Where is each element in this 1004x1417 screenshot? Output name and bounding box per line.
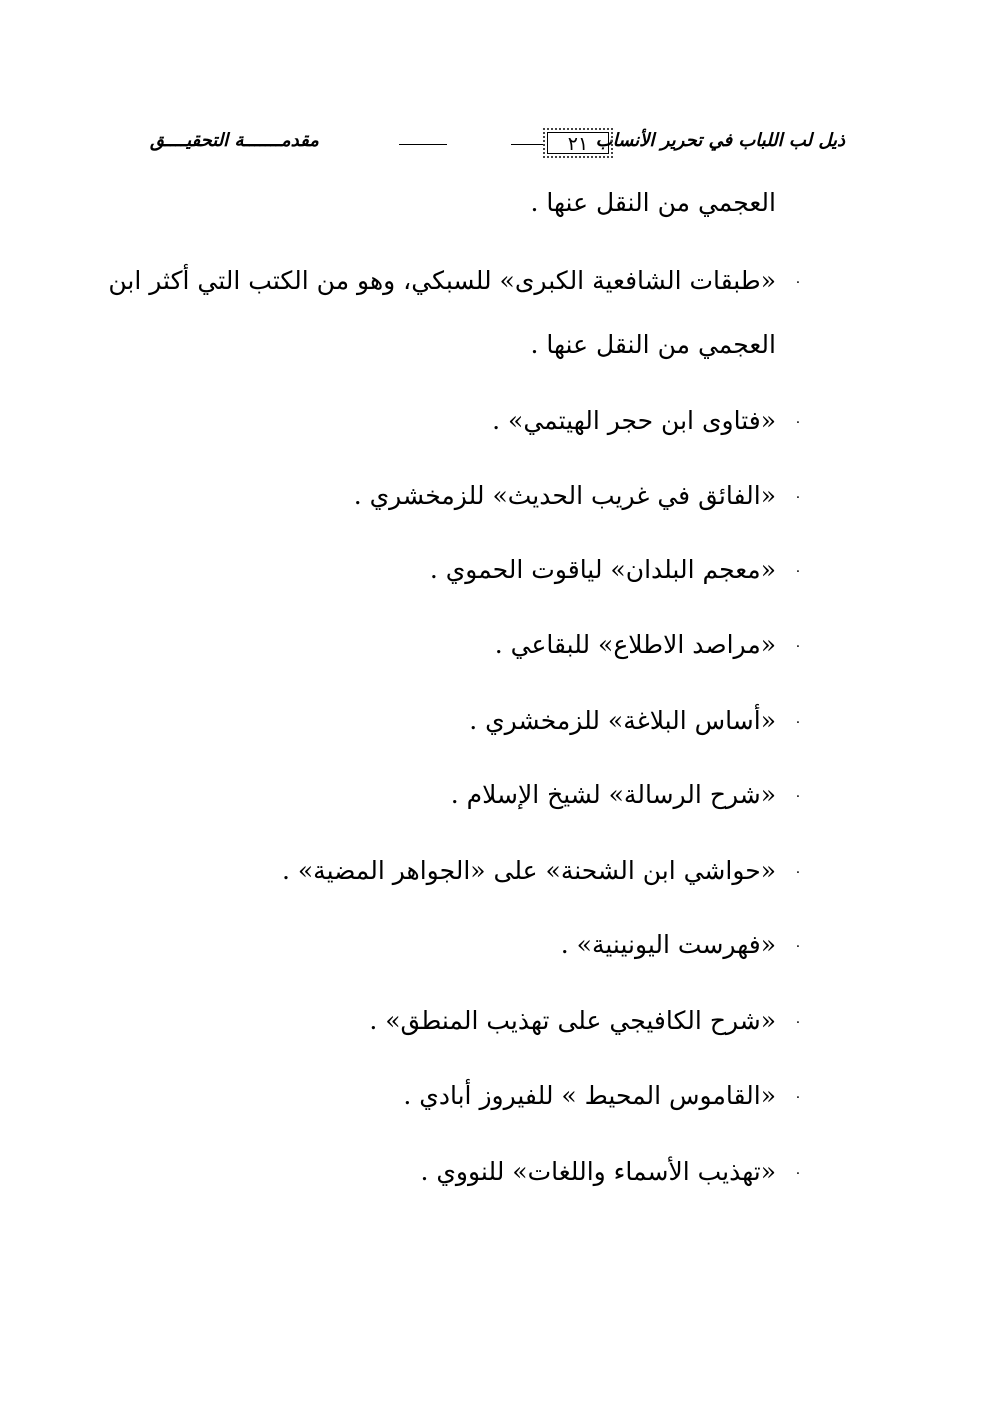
- list-item: [495, 630, 820, 659]
- header-book-title: ذيل لب اللباب في تحرير الأنساب: [595, 130, 845, 151]
- list-item-text: «فتاوى ابن حجر الهيتمي» .: [492, 406, 776, 435]
- list-item-text: «شرح الكافيجي على تهذيب المنطق» .: [369, 1006, 776, 1035]
- bullet: ·: [795, 714, 801, 731]
- list-item-text: «حواشي ابن الشحنة» على «الجواهر المضية» .: [281, 856, 776, 885]
- bullet: ·: [795, 1089, 801, 1106]
- list-item-continuation: العجمي من النقل عنها .: [530, 330, 776, 359]
- bullet: ·: [795, 274, 801, 291]
- list-item: [403, 1081, 820, 1110]
- bullet: ·: [795, 489, 801, 506]
- list-item-text: «القاموس المحيط » للفيروز أبادي .: [403, 1081, 776, 1110]
- list-item: [108, 266, 820, 295]
- list-item-text: «شرح الرسالة» لشيخ الإسلام .: [450, 780, 776, 809]
- header-section-title: مقدمـــــــة التحقيــــق: [150, 130, 319, 151]
- list-item: [492, 406, 820, 435]
- continuation-line: العجمي من النقل عنها .: [530, 188, 776, 217]
- list-item: [282, 856, 820, 885]
- list-item: [430, 555, 820, 584]
- page-number: ٢١: [543, 128, 613, 158]
- list-item: [420, 1157, 820, 1186]
- bullet: ·: [795, 563, 801, 580]
- bullet: ·: [795, 414, 801, 431]
- list-item: [451, 780, 820, 809]
- bullet: ·: [795, 638, 801, 655]
- list-item: [469, 706, 820, 735]
- bullet: ·: [795, 864, 801, 881]
- list-item-text: «مراصد الاطلاع» للبقاعي .: [494, 630, 776, 659]
- bullet: ·: [795, 938, 801, 955]
- list-item-text: «أساس البلاغة» للزمخشري .: [469, 706, 776, 735]
- list-item-text: «معجم البلدان» لياقوت الحموي .: [429, 555, 776, 584]
- list-item: [354, 481, 820, 510]
- list-item-text: «الفائق في غريب الحديث» للزمخشري .: [353, 481, 776, 510]
- list-item-text: «طبقات الشافعية الكبرى» للسبكي، وهو من الكتب التي أكثر ابن: [108, 266, 776, 295]
- bullet: ·: [795, 788, 801, 805]
- list-item-text: «فهرست اليونينية» .: [560, 930, 776, 959]
- list-item: [369, 1006, 820, 1035]
- list-item: [561, 930, 820, 959]
- bullet: ·: [795, 1165, 801, 1182]
- list-item-text: «تهذيب الأسماء واللغات» للنووي .: [420, 1157, 776, 1186]
- bullet: ·: [795, 1014, 801, 1031]
